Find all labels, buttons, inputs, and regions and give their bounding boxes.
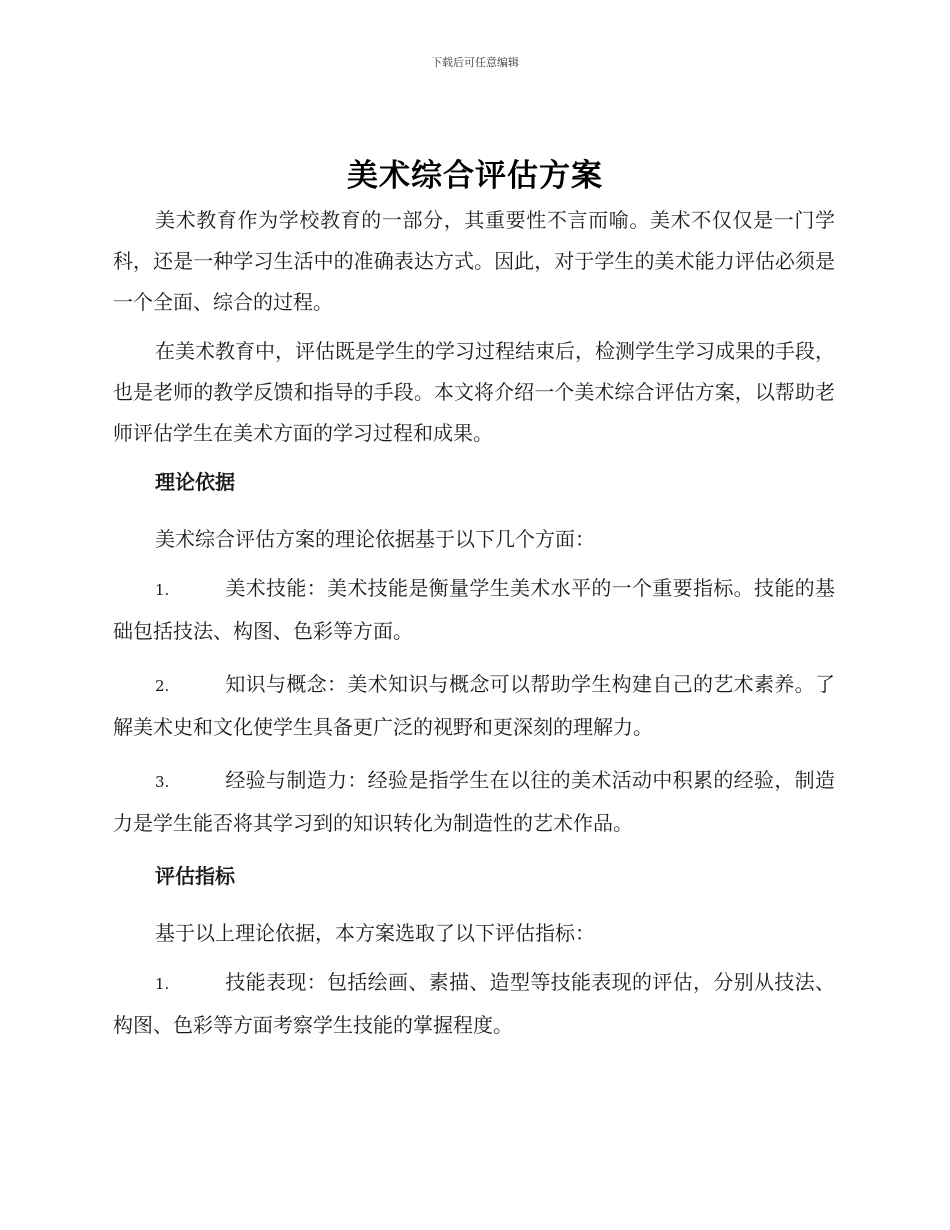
section-intro-indicators: 基于以上理论依据，本方案选取了以下评估指标：: [155, 921, 595, 945]
list-text: 美术技能：美术技能是衡量学生美术水平的一个重要指标。技能的基础包括技法、构图、色彩等方面。: [113, 576, 835, 643]
document-body: [113, 200, 835, 1058]
list-item: [113, 760, 835, 844]
header-note: 下载后可任意编辑: [431, 56, 519, 69]
intro-paragraph-2: 在美术教育中，评估既是学生的学习过程结束后，检测学生学习成果的手段，也是老师的教学反馈和指导的手段。本文将介绍一个美术综合评估方案，以帮助老师评估学生在美术方面的学习过程和成果。: [113, 339, 835, 445]
list-text: 经验与制造力：经验是指学生在以往的美术活动中积累的经验，制造力是学生能否将其学习到的知识转化为制造性的艺术作品。: [113, 768, 835, 835]
list-number: 3.: [155, 773, 170, 791]
list-text: 知识与概念：美术知识与概念可以帮助学生构建自己的艺术素养。了解美术史和文化使学生具备更广泛的视野和更深刻的理解力。: [113, 672, 835, 739]
document-title: 美术综合评估方案: [347, 158, 603, 194]
list-item: [113, 664, 835, 748]
section-intro-theory: 美术综合评估方案的理论依据基于以下几个方面：: [155, 527, 595, 551]
list-number: 1.: [155, 975, 170, 993]
section-heading-theory: 理论依据: [155, 470, 235, 494]
list-item: [113, 568, 835, 652]
list-item: [113, 962, 835, 1046]
list-number: 1.: [155, 581, 170, 599]
list-number: 2.: [155, 677, 170, 695]
section-heading-indicators: 评估指标: [155, 864, 235, 888]
list-text: 技能表现：包括绘画、素描、造型等技能表现的评估，分别从技法、构图、色彩等方面考察学生技能的掌握程度。: [113, 970, 835, 1037]
intro-paragraph-1: 美术教育作为学校教育的一部分，其重要性不言而喻。美术不仅仅是一门学科，还是一种学习生活中的准确表达方式。因此，对于学生的美术能力评估必须是一个全面、综合的过程。: [113, 208, 835, 314]
